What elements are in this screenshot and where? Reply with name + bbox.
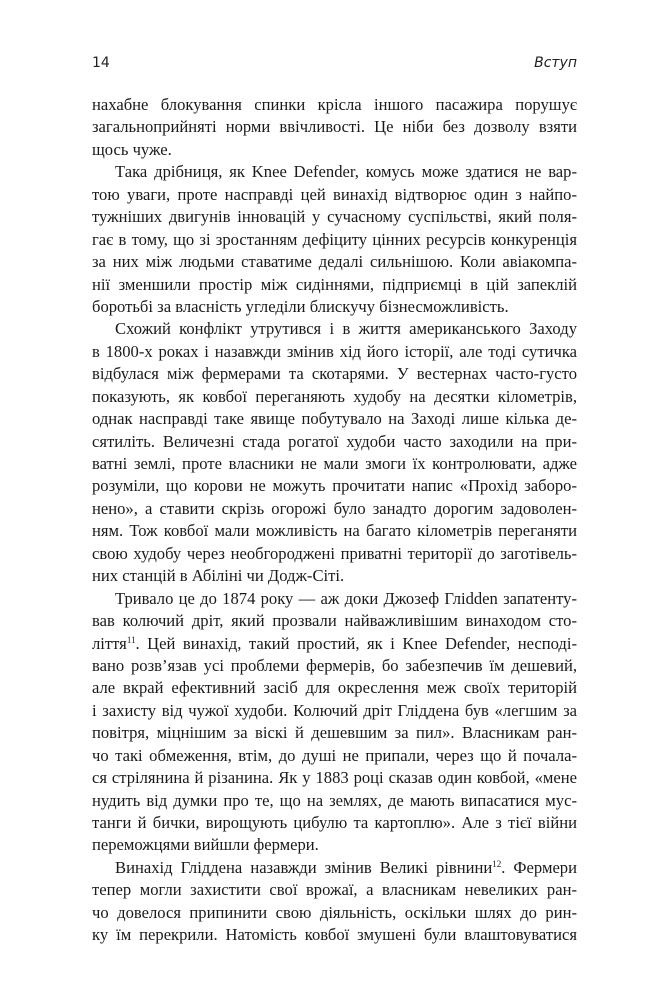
text-line: [92, 184, 577, 206]
text-line: [92, 161, 577, 183]
text-line: [92, 879, 577, 901]
text-line-content: нудить від думки про те, що на землях, де мають випасатися мус-: [92, 790, 577, 810]
text-line-content: відбулася між фермерами та скотарями. У вестернах часто-густо: [92, 364, 577, 384]
text-line-content: свою худобу через необгороджені приватні території до заготівель-: [92, 543, 577, 563]
text-line-content: ням. Тож ковбої мали можливість на багато кілометрів переганяти: [92, 521, 577, 541]
text-line: [92, 229, 577, 251]
page-number: 14: [92, 55, 110, 71]
text-line: [92, 633, 577, 655]
text-line: [92, 363, 577, 385]
text-line: [92, 206, 577, 228]
text-line-content: Схожий конфлікт утрутився і в життя американського Заходу: [115, 319, 577, 339]
text-line-content: але вкрай ефективний засіб для окреслення меж своїх територій: [92, 678, 577, 698]
text-line-content: чо такі обмеження, втім, до душі не припали, через що й почала-: [92, 745, 577, 765]
text-line: [92, 386, 577, 408]
text-line-content: ліття: [92, 633, 127, 653]
text-line-content: танги й бички, вирощують цибулю та картоплю». Але з тієї війни: [92, 813, 577, 832]
text-line-content: сятиліть. Величезні стада рогатої худоби часто заходили на при-: [92, 431, 577, 451]
text-line-content: щось чуже.: [92, 139, 172, 159]
text-line-content: повітря, міцнішим за віскі й дешевшим за пил». Власникам ран-: [92, 723, 577, 743]
text-line: [92, 588, 577, 610]
text-line-content: розуміли, що корови не можуть прочитати напис «Прохід заборо-: [92, 476, 577, 496]
text-line: [92, 475, 577, 497]
text-line: [92, 924, 577, 946]
text-line: [92, 812, 577, 834]
text-line-content: нено», а ставити скрізь огорожі було занадто дорогим задоволен-: [92, 498, 577, 518]
footnote-reference[interactable]: 12: [492, 858, 502, 869]
text-line-content: ватні землі, проте власники не мали змоги їх контролювати, адже: [92, 454, 577, 473]
text-line-content: в 1800-х роках і назавжди змінив хід його історії, але тоді сутичка: [92, 341, 577, 361]
text-line-content: боротьбі за власність угледіли блискучу бізнесможливість.: [92, 296, 509, 316]
text-line: [92, 565, 577, 587]
text-line-content: нахабне блокування спинки крісла іншого пасажира порушує: [92, 95, 577, 114]
text-line-content: вано розв’язав усі проблеми фермерів, бо забезпечив їм дешевий,: [92, 655, 577, 675]
text-line: [92, 453, 577, 475]
text-line-content: нії зменшили простір між сидіннями, підприємці в цій запеклій: [92, 274, 577, 294]
text-line: [92, 139, 577, 161]
text-line: [92, 767, 577, 789]
text-line: [92, 857, 577, 879]
text-line-content: показують, як ковбої переганяють худобу на десятки кілометрів,: [92, 386, 577, 406]
page-header: [92, 55, 577, 79]
text-line: [92, 94, 577, 116]
text-line-content: тепер могли захистити свої врожаї, а власникам невеликих ран-: [92, 880, 577, 900]
text-line-content: чо довелося припинити свою діяльність, оскільки шлях до рин-: [92, 902, 577, 922]
text-line-content: . Фермери: [501, 857, 577, 877]
text-line-content: . Цей винахід, такий простий, як і Knee Defender, несподі-: [135, 633, 577, 653]
text-line-content: них станцій в Абіліні чи Додж-Сіті.: [92, 566, 345, 586]
text-line: [92, 902, 577, 924]
text-line: [92, 543, 577, 565]
text-line: [92, 700, 577, 722]
text-line-content: вав колючий дріт, який прозвали найважливішим винаходом сто-: [92, 611, 577, 631]
text-line-content: Винахід Гліддена назавжди змінив Великі рівнини: [115, 857, 493, 877]
text-line: [92, 431, 577, 453]
text-line-content: ся стрілянина й різанина. Як у 1883 році сказав один ковбой, «мене: [92, 768, 577, 788]
text-line-content: тою уваги, проте насправді цей винахід відтворює один з найпо-: [92, 184, 577, 204]
text-line: [92, 834, 577, 856]
footnote-reference[interactable]: 11: [126, 634, 136, 645]
text-line: [92, 408, 577, 430]
text-line: [92, 722, 577, 744]
text-line-content: загальноприйняті норми ввічливості. Це ніби без дозволу взяти: [92, 117, 577, 137]
text-line-content: ку їм перекрили. Натомість ковбої змушені були влаштовуватися: [92, 925, 577, 945]
text-line-content: переможцями вийшли фермери.: [92, 835, 319, 855]
text-line: [92, 296, 577, 318]
text-line-content: гає в тому, що зі зростанням дефіциту цінних ресурсів конкуренція: [92, 229, 577, 249]
text-line: [92, 116, 577, 138]
text-line: [92, 677, 577, 699]
text-line-content: і захисту від чужої худоби. Колючий дріт Гліддена був «легшим за: [92, 700, 577, 720]
text-line-content: тужніших двигунів інновацій у сучасному суспільстві, який поля-: [92, 207, 577, 227]
text-line: [92, 790, 577, 812]
text-line: [92, 318, 577, 340]
text-line: [92, 274, 577, 296]
text-line: [92, 341, 577, 363]
text-line: [92, 655, 577, 677]
text-line-content: однак насправді таке явище побутувало на Заході лише кілька де-: [92, 409, 577, 429]
text-line-content: Тривало це до 1874 року — аж доки Джозеф Гліdden запатенту-: [115, 588, 577, 608]
body-text: [92, 94, 577, 947]
text-line: [92, 745, 577, 767]
text-line: [92, 610, 577, 632]
text-line: [92, 520, 577, 542]
text-line: [92, 251, 577, 273]
text-line-content: за них між людьми ставатиме дедалі сильнішою. Коли авіакомпа-: [92, 252, 577, 272]
text-line-content: Така дрібниця, як Knee Defender, комусь може здатися не вар-: [115, 162, 577, 182]
running-head: Вступ: [534, 55, 577, 71]
text-line: [92, 498, 577, 520]
